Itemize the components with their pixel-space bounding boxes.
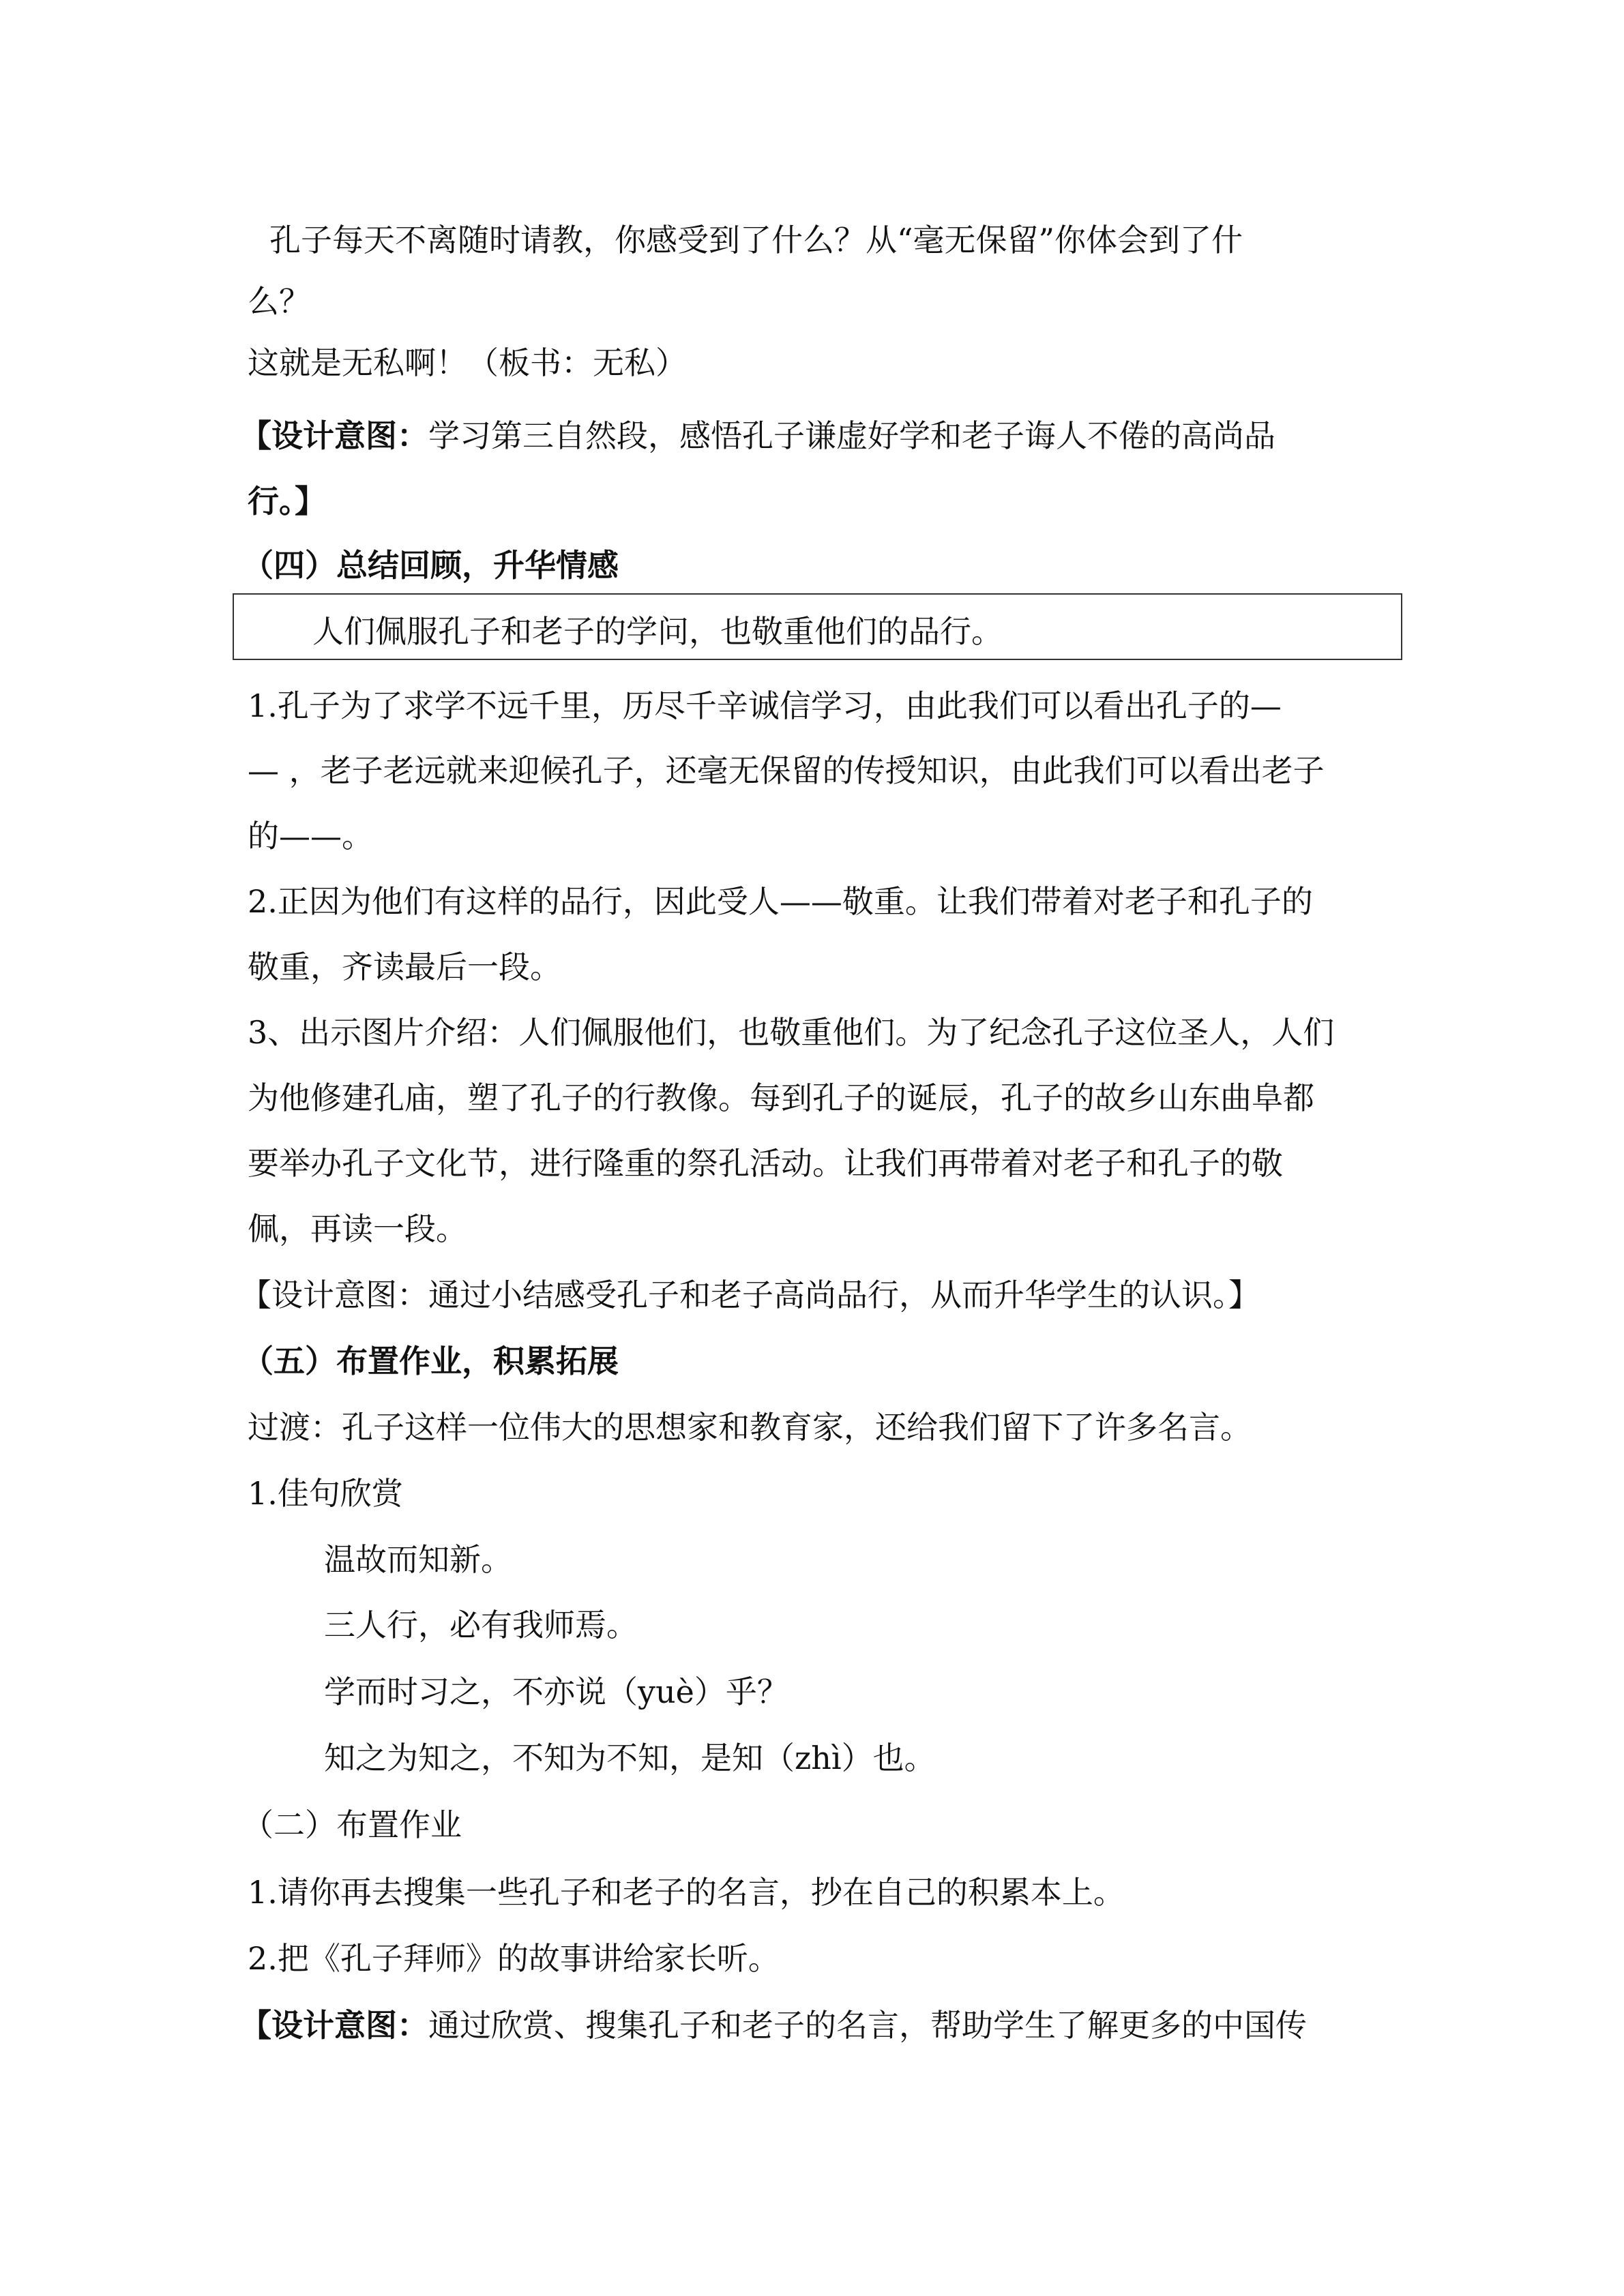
homework-item: 2.把《孔子拜师》的故事讲给家长听。 bbox=[248, 1940, 780, 1977]
list-item: 1.佳句欣赏 bbox=[248, 1475, 403, 1512]
design-intent-label: 【设计意图： bbox=[240, 2007, 428, 2044]
section-heading: （五）布置作业，积累拓展 bbox=[242, 1343, 619, 1380]
design-intent bbox=[240, 415, 1275, 456]
homework-item: 1.请你再去搜集一些孔子和老子的名言，抄在自己的积累本上。 bbox=[248, 1874, 1125, 1911]
design-intent: 【设计意图：通过小结感受孔子和老子高尚品行，从而升华学生的认识。】 bbox=[240, 1277, 1260, 1313]
quote-line: 三人行，必有我师焉。 bbox=[324, 1607, 638, 1643]
section-heading: （四）总结回顾，升华情感 bbox=[242, 547, 619, 584]
paragraph-line: 这就是无私啊！（板书：无私） bbox=[248, 344, 687, 381]
quote-line: 知之为知之，不知为不知，是知（zhì）也。 bbox=[324, 1740, 936, 1776]
question-line: 的——。 bbox=[248, 818, 373, 854]
design-intent-text: 学习第三自然段，感悟孔子谦虚好学和老子诲人不倦的高尚品 bbox=[428, 417, 1275, 454]
question-line: 佩，再读一段。 bbox=[248, 1210, 467, 1247]
question-line: 敬重，齐读最后一段。 bbox=[248, 949, 561, 985]
question-line: 1.孔子为了求学不远千里，历尽千辛诚信学习，由此我们可以看出孔子的— bbox=[248, 687, 1282, 724]
question-line: — ，老子老远就来迎候孔子，还毫无保留的传授知识，由此我们可以看出老子 bbox=[248, 752, 1325, 789]
design-intent-end: 行。】 bbox=[248, 483, 326, 520]
design-intent-label: 【设计意图： bbox=[240, 417, 428, 454]
design-intent bbox=[240, 2005, 1307, 2046]
summary-box-text: 人们佩服孔子和老子的学问，也敬重他们的品行。 bbox=[312, 613, 1003, 650]
section-heading: （二）布置作业 bbox=[242, 1806, 462, 1843]
paragraph-line: 么？ bbox=[248, 283, 310, 320]
question-line: 2.正因为他们有这样的品行，因此受人——敬重。让我们带着对老子和孔子的 bbox=[248, 883, 1313, 920]
quote-line: 学而时习之，不亦说（yuè）乎？ bbox=[324, 1673, 788, 1710]
question-line: 3、出示图片介绍：人们佩服他们，也敬重他们。为了纪念孔子这位圣人，人们 bbox=[248, 1014, 1335, 1051]
question-line: 为他修建孔庙，塑了孔子的行教像。每到孔子的诞辰，孔子的故乡山东曲阜都 bbox=[248, 1079, 1314, 1116]
question-line: 要举办孔子文化节，进行隆重的祭孔活动。让我们再带着对老子和孔子的敬 bbox=[248, 1145, 1283, 1182]
design-intent-text: 通过欣赏、搜集孔子和老子的名言，帮助学生了解更多的中国传 bbox=[428, 2007, 1307, 2044]
paragraph-line: 孔子每天不离随时请教，你感受到了什么？从“毫无保留”你体会到了什 bbox=[269, 222, 1243, 258]
quote-line: 温故而知新。 bbox=[324, 1541, 512, 1578]
transition-line: 过渡：孔子这样一位伟大的思想家和教育家，还给我们留下了许多名言。 bbox=[248, 1409, 1252, 1446]
